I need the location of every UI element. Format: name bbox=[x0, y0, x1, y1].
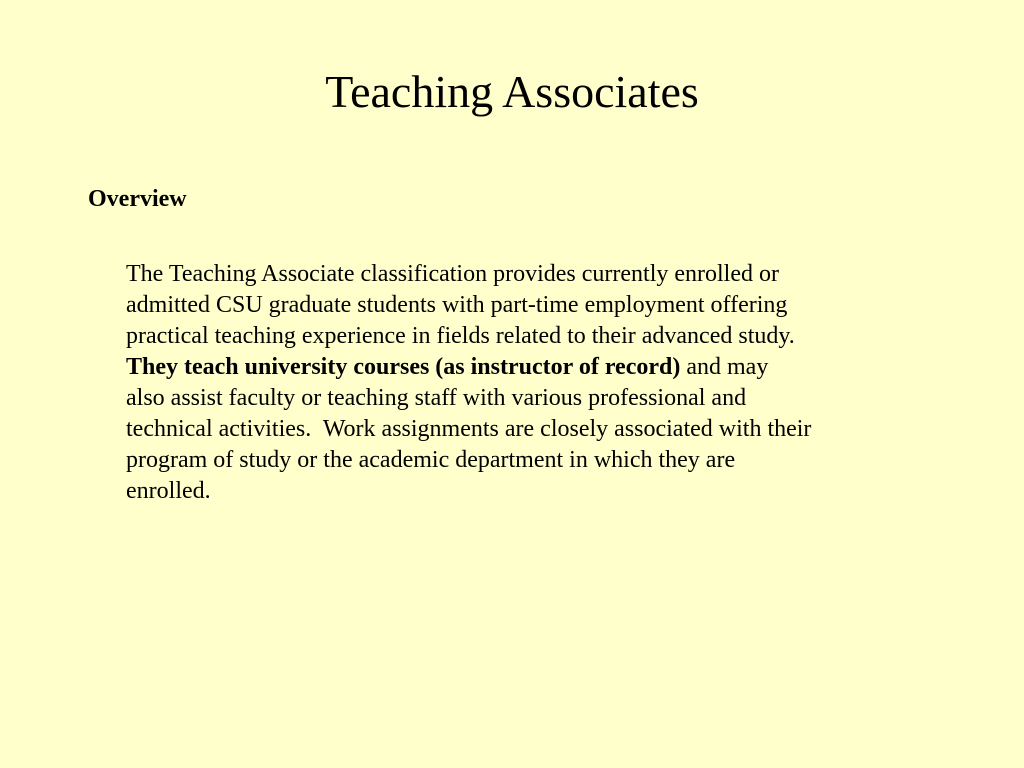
paragraph-line bbox=[126, 352, 956, 383]
paragraph-line: technical activities. Work assignments are closely associated with their bbox=[126, 416, 812, 442]
section-heading: Overview bbox=[88, 186, 187, 212]
paragraph-line: also assist faculty or teaching staff with various professional and bbox=[126, 385, 747, 411]
paragraph-line: program of study or the academic department in which they are bbox=[126, 447, 736, 473]
emphasis-text: They teach university courses (as instructor of record) bbox=[126, 354, 681, 380]
paragraph-line: The Teaching Associate classification provides currently enrolled or bbox=[126, 261, 779, 287]
paragraph-line: practical teaching experience in fields related to their advanced study. bbox=[126, 323, 795, 349]
paragraph-text: and may bbox=[680, 354, 769, 380]
paragraph-line: enrolled. bbox=[126, 478, 211, 504]
slide-title: Teaching Associates bbox=[325, 66, 699, 117]
paragraph-line: admitted CSU graduate students with part-time employment offering bbox=[126, 292, 788, 318]
overview-paragraph bbox=[126, 259, 956, 507]
